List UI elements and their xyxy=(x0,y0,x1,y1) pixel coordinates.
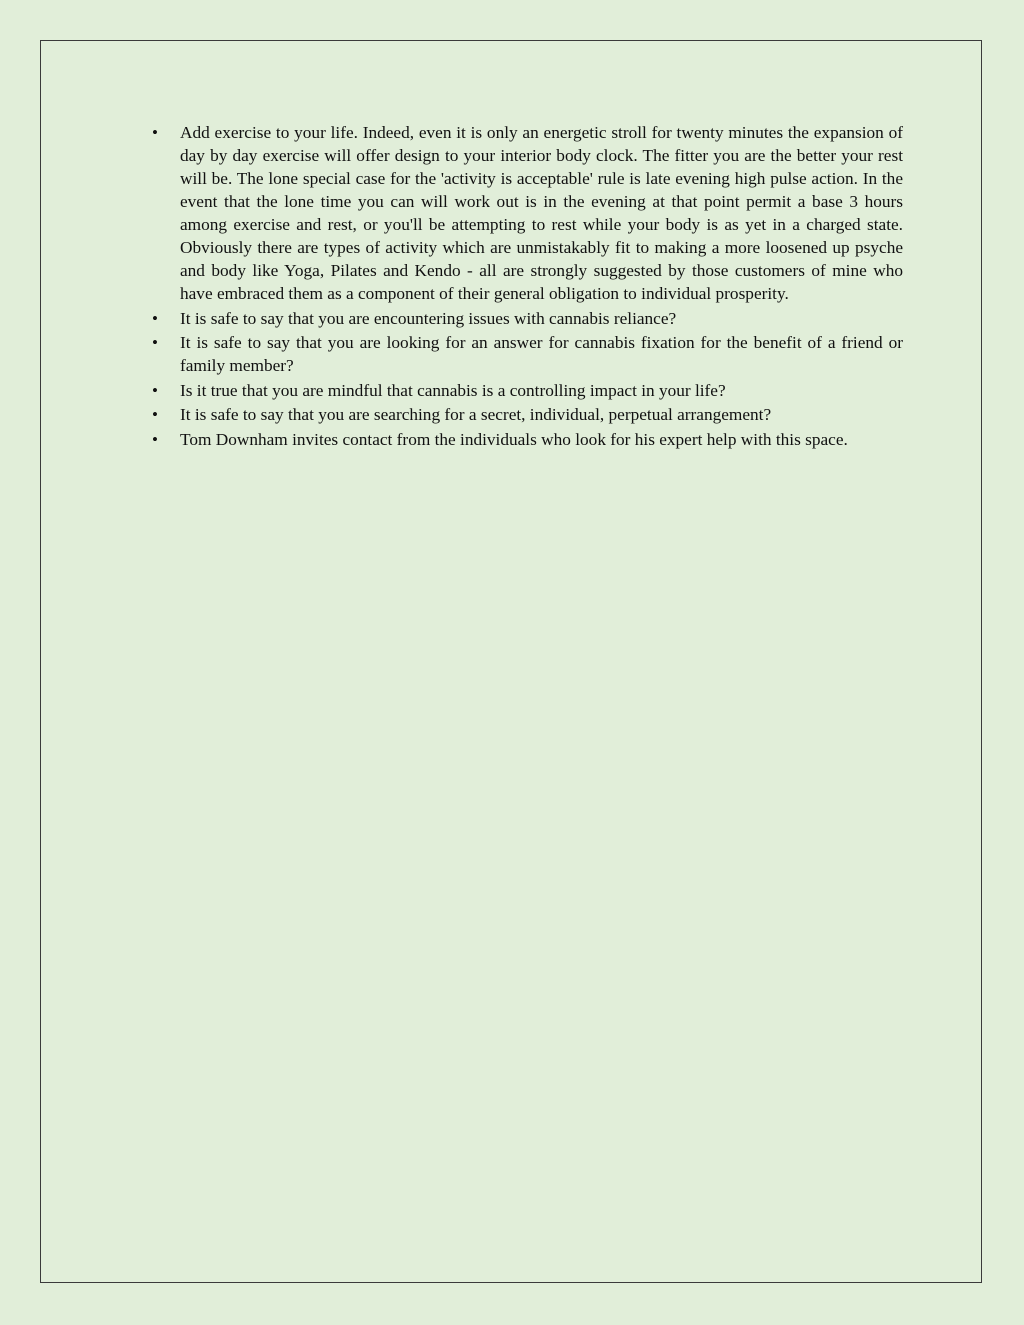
bullet-list xyxy=(152,121,903,452)
bullet-icon: • xyxy=(152,405,158,424)
bullet-icon: • xyxy=(152,380,158,400)
bullet-icon: • xyxy=(152,308,158,328)
list-item xyxy=(152,428,903,451)
list-item-text: It is safe to say that you are looking for an answer for cannabis fixation for the benefit of a friend or family member? xyxy=(180,333,903,375)
list-item xyxy=(152,403,903,426)
list-item-text: It is safe to say that you are searching for a secret, individual, perpetual arrangement? xyxy=(180,405,772,424)
list-item xyxy=(152,307,903,330)
bullet-icon: • xyxy=(152,429,158,449)
list-item xyxy=(152,121,903,305)
list-item-text: It is safe to say that you are encountering issues with cannabis reliance? xyxy=(180,308,677,328)
list-item-text: Is it true that you are mindful that cannabis is a controlling impact in your life? xyxy=(180,380,726,400)
list-item xyxy=(152,379,903,402)
bullet-icon: • xyxy=(152,333,158,352)
bullet-icon: • xyxy=(152,123,158,142)
list-item-text: Add exercise to your life. Indeed, even it is only an energetic stroll for twenty minutes the expansion of day by day exercise will offer design to your interior body clock. The fitter you are the better your rest will be. The lone special case for the 'activity is acceptable' rule is late evening high pulse action. In the event that the lone time you can will work out is in the evening at that point permit a base 3 hours among exercise and rest, or you'll be attempting to rest while your body is as yet in a charged state. Obviously there are types of activity which are unmistakably fit to making a more loosened up psyche and body like Yoga, Pilates and Kendo - all are strongly suggested by those customers of mine who have embraced them as a component of their general obligation to individual prosperity. xyxy=(180,123,903,303)
list-item xyxy=(152,331,903,377)
list-item-text: Tom Downham invites contact from the individuals who look for his expert help with this space. xyxy=(180,429,848,449)
